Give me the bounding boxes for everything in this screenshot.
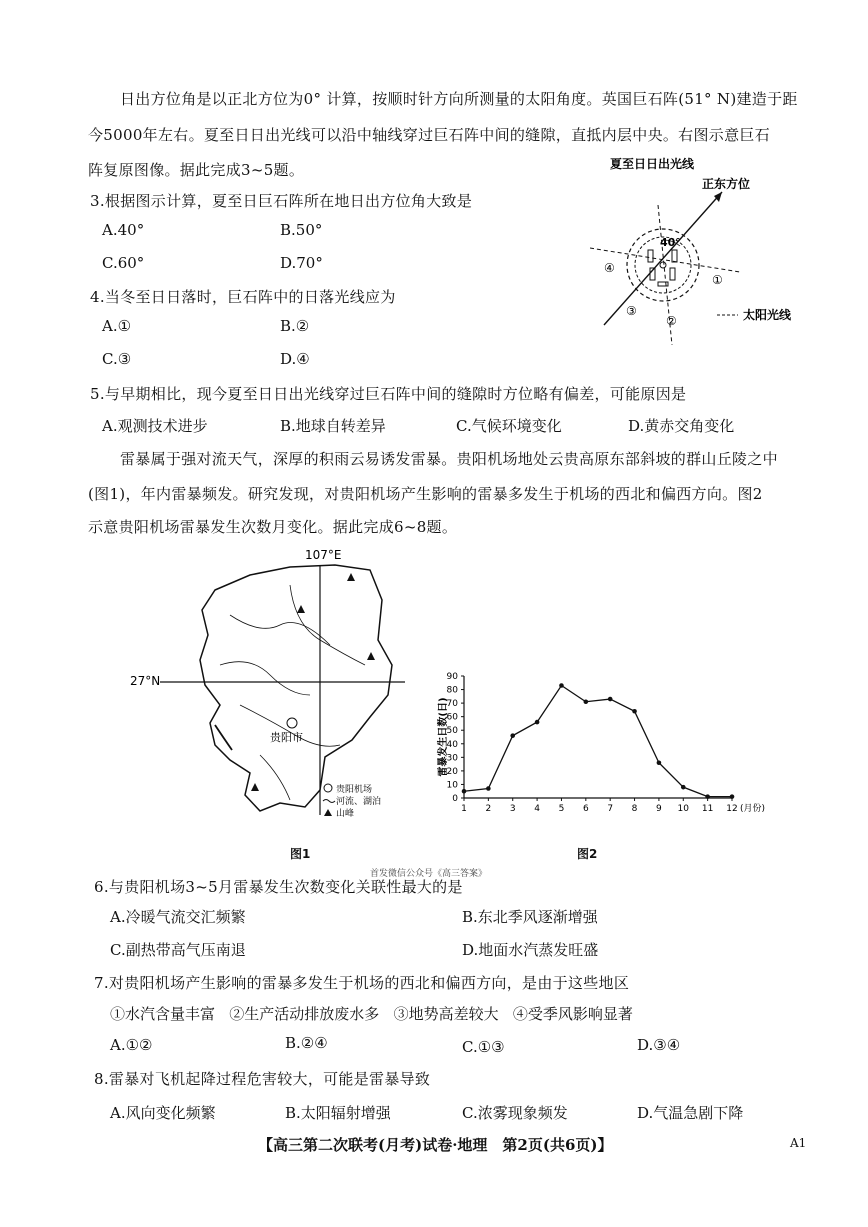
data-point bbox=[730, 794, 735, 799]
q7-option-a: A.①② bbox=[110, 1036, 153, 1054]
y-tick-label: 0 bbox=[452, 794, 458, 804]
y-tick-label: 20 bbox=[446, 766, 458, 777]
q4-option-a: A.① bbox=[102, 317, 132, 335]
data-point bbox=[584, 699, 589, 704]
y-tick-label: 90 bbox=[446, 672, 458, 682]
q5-option-b: B.地球自转差异 bbox=[280, 417, 386, 435]
q6-stem: 6.与贵阳机场3~5月雷暴发生次数变化关联性最大的是 bbox=[94, 878, 463, 896]
legend-airport-icon bbox=[324, 784, 332, 792]
y-tick-label: 10 bbox=[446, 780, 458, 791]
intro2-line1: 雷暴属于强对流天气，深厚的积雨云易诱发雷暴。贵阳机场地处云贵高原东部斜坡的群山丘陵之中 bbox=[120, 450, 778, 468]
q5-option-a: A.观测技术进步 bbox=[102, 417, 208, 435]
intro1-line1: 日出方位角是以正北方位为0° 计算，按顺时针方向所测量的太阳角度。英国巨石阵(51° N)建造于距 bbox=[120, 90, 798, 108]
x-tick-label: 2 bbox=[485, 804, 492, 814]
intro2-line2: (图1)，年内雷暴频发。研究发现，对贵阳机场产生影响的雷暴多发生于机场的西北和偏西方向。图2 bbox=[88, 485, 763, 503]
x-tick-label: 5 bbox=[558, 804, 565, 814]
x-tick-label: 9 bbox=[656, 804, 662, 814]
ray-label-4: ④ bbox=[604, 261, 615, 275]
peak-icon bbox=[251, 783, 259, 791]
peak-icon bbox=[347, 573, 355, 581]
ray-label-2: ② bbox=[666, 314, 677, 328]
q4-option-b: B.② bbox=[280, 317, 310, 335]
stone bbox=[672, 250, 677, 262]
q8-stem: 8.雷暴对飞机起降过程危害较大，可能是雷暴导致 bbox=[94, 1070, 431, 1088]
intro1-line2: 今5000年左右。夏至日日出光线可以沿中轴线穿过巨石阵中间的缝隙，直抵内层中央。右图示意巨石 bbox=[88, 126, 770, 144]
data-point bbox=[535, 720, 540, 725]
lake bbox=[215, 725, 232, 750]
ray-label-1: ① bbox=[712, 273, 723, 287]
x-tick-label: 6 bbox=[582, 804, 589, 814]
angle-label: 40° bbox=[660, 236, 681, 249]
q8-option-b: B.太阳辐射增强 bbox=[285, 1104, 391, 1122]
airport-icon bbox=[287, 718, 297, 728]
q5-option-d: D.黄赤交角变化 bbox=[628, 417, 735, 435]
q7-option-b: B.②④ bbox=[285, 1034, 328, 1052]
q6-option-c: C.副热带高气压南退 bbox=[110, 941, 246, 959]
x-axis-label: (月份) bbox=[740, 804, 766, 814]
x-tick-label: 10 bbox=[677, 804, 689, 814]
y-tick-label: 30 bbox=[446, 753, 458, 764]
y-tick-label: 80 bbox=[446, 685, 458, 696]
stonehenge-figure bbox=[590, 150, 830, 350]
q4-stem: 4.当冬至日日落时，巨石阵中的日落光线应为 bbox=[90, 288, 396, 306]
y-axis-label: 雷暴发生日数(日) bbox=[438, 697, 449, 777]
q3-stem: 3.根据图示计算，夏至日巨石阵所在地日出方位角大致是 bbox=[90, 192, 473, 210]
x-tick-label: 7 bbox=[607, 804, 614, 814]
y-tick-label: 70 bbox=[446, 699, 458, 710]
data-point bbox=[705, 794, 710, 799]
data-point bbox=[608, 697, 613, 702]
x-tick-label: 3 bbox=[509, 804, 516, 814]
footer-code: A1 bbox=[790, 1136, 807, 1150]
ray-label-3: ③ bbox=[626, 304, 637, 318]
legend-airport: 贵阳机场 bbox=[336, 785, 373, 795]
data-point bbox=[559, 683, 564, 688]
latitude-label: 27°N bbox=[130, 674, 161, 688]
sunrise-ray bbox=[604, 192, 722, 325]
y-tick-label: 60 bbox=[446, 712, 458, 723]
q7-option-c: C.①③ bbox=[462, 1038, 505, 1056]
thunderstorm-chart bbox=[432, 668, 792, 818]
x-tick-label: 12 bbox=[726, 804, 738, 814]
intro2-line3: 示意贵阳机场雷暴发生次数月变化。据此完成6~8题。 bbox=[88, 518, 458, 536]
river bbox=[260, 755, 290, 800]
q3-option-d: D.70° bbox=[280, 254, 323, 272]
legend-peak: 山峰 bbox=[336, 809, 355, 819]
data-point bbox=[462, 789, 467, 794]
data-point bbox=[510, 733, 515, 738]
q7-items: ①水汽含量丰富 ②生产活动排放废水多 ③地势高差较大 ④受季风影响显著 bbox=[110, 1005, 633, 1023]
data-point bbox=[681, 785, 686, 790]
legend-sunlight: 太阳光线 bbox=[743, 308, 792, 322]
city-label: 贵阳市 bbox=[270, 731, 303, 744]
q3-option-b: B.50° bbox=[280, 221, 323, 239]
data-point bbox=[657, 760, 662, 765]
q3-option-a: A.40° bbox=[102, 221, 145, 239]
y-tick-label: 40 bbox=[446, 739, 458, 750]
q8-option-c: C.浓雾现象频发 bbox=[462, 1104, 568, 1122]
river bbox=[220, 662, 310, 695]
center-point bbox=[660, 262, 666, 268]
q5-stem: 5.与早期相比，现今夏至日日出光线穿过巨石阵中间的缝隙时方位略有偏差，可能原因是 bbox=[90, 385, 687, 403]
legend-river-icon bbox=[323, 800, 335, 803]
stone-fig-east-label: 正东方位 bbox=[702, 177, 751, 191]
stone bbox=[670, 268, 675, 280]
q4-option-d: D.④ bbox=[280, 350, 310, 368]
y-tick-label: 50 bbox=[446, 726, 458, 737]
longitude-label: 107°E bbox=[305, 548, 342, 562]
x-tick-label: 8 bbox=[631, 804, 638, 814]
guizhou-map bbox=[120, 545, 420, 835]
watermark: 首发微信公众号《高三答案》 bbox=[370, 869, 488, 879]
legend-peak-icon bbox=[324, 809, 332, 816]
q8-option-a: A.风向变化频繁 bbox=[110, 1104, 216, 1122]
data-point bbox=[632, 709, 637, 714]
figure1-caption: 图1 bbox=[290, 847, 311, 861]
stone-fig-title: 夏至日日出光线 bbox=[610, 157, 695, 171]
q3-option-c: C.60° bbox=[102, 254, 145, 272]
q8-option-d: D.气温急剧下降 bbox=[637, 1104, 744, 1122]
q6-option-d: D.地面水汽蒸发旺盛 bbox=[462, 941, 599, 959]
q7-stem: 7.对贵阳机场产生影响的雷暴多发生于机场的西北和偏西方向，是由于这些地区 bbox=[94, 974, 630, 992]
river bbox=[290, 585, 365, 665]
river bbox=[230, 615, 330, 645]
x-tick-label: 11 bbox=[701, 804, 714, 814]
x-tick-label: 4 bbox=[534, 804, 540, 814]
intro1-line3: 阵复原图像。据此完成3~5题。 bbox=[88, 161, 305, 179]
peak-icon bbox=[367, 652, 375, 660]
q7-option-d: D.③④ bbox=[637, 1036, 681, 1054]
footer-title: 【高三第二次联考(月考)试卷·地理 第2页(共6页)】 bbox=[258, 1136, 613, 1154]
figure2-caption: 图2 bbox=[577, 847, 598, 861]
data-point bbox=[486, 786, 491, 791]
legend-river: 河流、湖泊 bbox=[336, 797, 382, 807]
peak-icon bbox=[297, 605, 305, 613]
series-line bbox=[464, 685, 732, 796]
province-outline bbox=[200, 565, 392, 811]
q5-option-c: C.气候环境变化 bbox=[456, 417, 562, 435]
stone bbox=[648, 250, 653, 262]
q4-option-c: C.③ bbox=[102, 350, 132, 368]
q6-option-b: B.东北季风逐渐增强 bbox=[462, 908, 598, 926]
q6-option-a: A.冷暖气流交汇频繁 bbox=[110, 908, 246, 926]
x-tick-label: 1 bbox=[461, 804, 467, 814]
